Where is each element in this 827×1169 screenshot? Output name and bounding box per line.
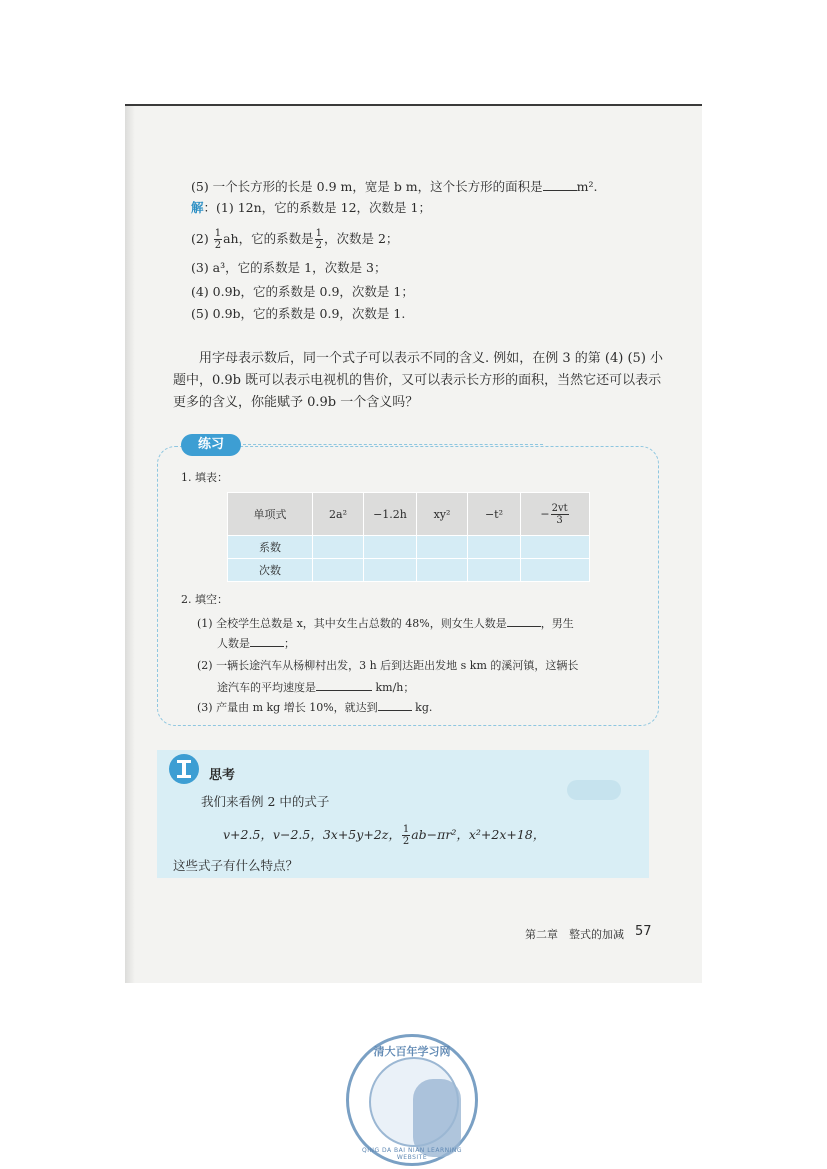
footer-section: 整式的加减 <box>569 928 624 941</box>
fill-item: (3) 产量由 m kg 增长 10%，就达到 kg. <box>197 698 432 715</box>
watermark-bottom-text: QING DA BAI NIAN LEARNING WEBSITE <box>361 1147 463 1161</box>
table-header-cell: xy² <box>417 493 468 536</box>
practice-q1: 1. 填表： <box>181 471 228 484</box>
table-row <box>228 536 590 559</box>
fill-table <box>227 492 590 582</box>
page-number: 57 <box>635 924 652 939</box>
example-question-5: (5) 一个长方形的长是 0.9 m，宽是 b m，这个长方形的面积是 m². <box>191 179 598 194</box>
practice-label: 练习 <box>181 434 241 456</box>
fill-item: 途汽车的平均速度是 km/h； <box>217 678 414 695</box>
row-label: 次数 <box>228 559 313 582</box>
speech-bubble <box>567 780 621 800</box>
table-header-row <box>228 493 590 536</box>
solution-line-3: (3) a³，它的系数是 1，次数是 3； <box>191 260 387 275</box>
fill-item: (2) 一辆长途汽车从杨柳村出发，3 h 后到达距出发地 s km 的溪河镇，这辆长 <box>197 659 579 672</box>
practice-q2: 2. 填空： <box>181 593 228 606</box>
answer-blank <box>543 178 577 191</box>
fraction-half-2: $\frac{1}{2}$ <box>315 228 322 251</box>
explanation-paragraph: 用字母表示数后，同一个式子可以表示不同的含义. 例如，在例 3 的第 (4) (5) 小题中，0.9b 既可以表示电视机的售价，又可以表示长方形的面积，当然它还可以表示更多的含义，你能赋予 0.9b 一个含义吗？ <box>173 351 664 410</box>
solution-line-1: 解：(1) 12n，它的系数是 12，次数是 1； <box>191 200 431 215</box>
row-label: 系数 <box>228 536 313 559</box>
solution-line-2: (2) $\frac{1}{2}$ ah，它的系数是 $\frac{1}{2}$ ，次数是 2； <box>191 228 399 251</box>
footer-chapter: 第二章 <box>525 928 558 941</box>
textbook-page <box>125 104 702 983</box>
hourglass-icon <box>169 754 199 784</box>
page-fold-shadow <box>125 104 135 983</box>
watermark-logo <box>346 1034 478 1166</box>
table-header-cell-fraction: − $\frac{2vt}{3}$ <box>521 493 590 536</box>
solution-line-5: (5) 0.9b，它的系数是 0.9，次数是 1. <box>191 306 406 321</box>
think-expressions: v+2.5，v−2.5，3x+5y+2z， $\frac{1}{2}$ ab−πr²，x²+2x+18， <box>223 824 546 847</box>
table-header-cell: −t² <box>468 493 521 536</box>
think-line-1: 我们来看例 2 中的式子 <box>201 794 330 809</box>
fraction-half: $\frac{1}{2}$ <box>214 228 222 251</box>
seal-icon <box>413 1079 461 1157</box>
practice-tag-line <box>243 444 543 445</box>
table-row <box>228 559 590 582</box>
table-header-cell: −1.2h <box>364 493 417 536</box>
table-header-cell: 单项式 <box>228 493 313 536</box>
solution-line-4: (4) 0.9b，它的系数是 0.9，次数是 1； <box>191 284 414 299</box>
solution-label: 解 <box>191 200 204 215</box>
fill-item: (1) 全校学生总数是 x，其中女生占总数的 48%，则女生人数是 ，男生 <box>197 614 574 631</box>
think-line-3: 这些式子有什么特点？ <box>173 858 299 873</box>
table-header-cell: 2a² <box>313 493 364 536</box>
think-title: 思考 <box>209 768 236 783</box>
fill-item: 人数是 ； <box>217 634 295 651</box>
page-top-edge <box>125 104 702 106</box>
watermark-top-text: 清大百年学习网 <box>373 1045 451 1058</box>
